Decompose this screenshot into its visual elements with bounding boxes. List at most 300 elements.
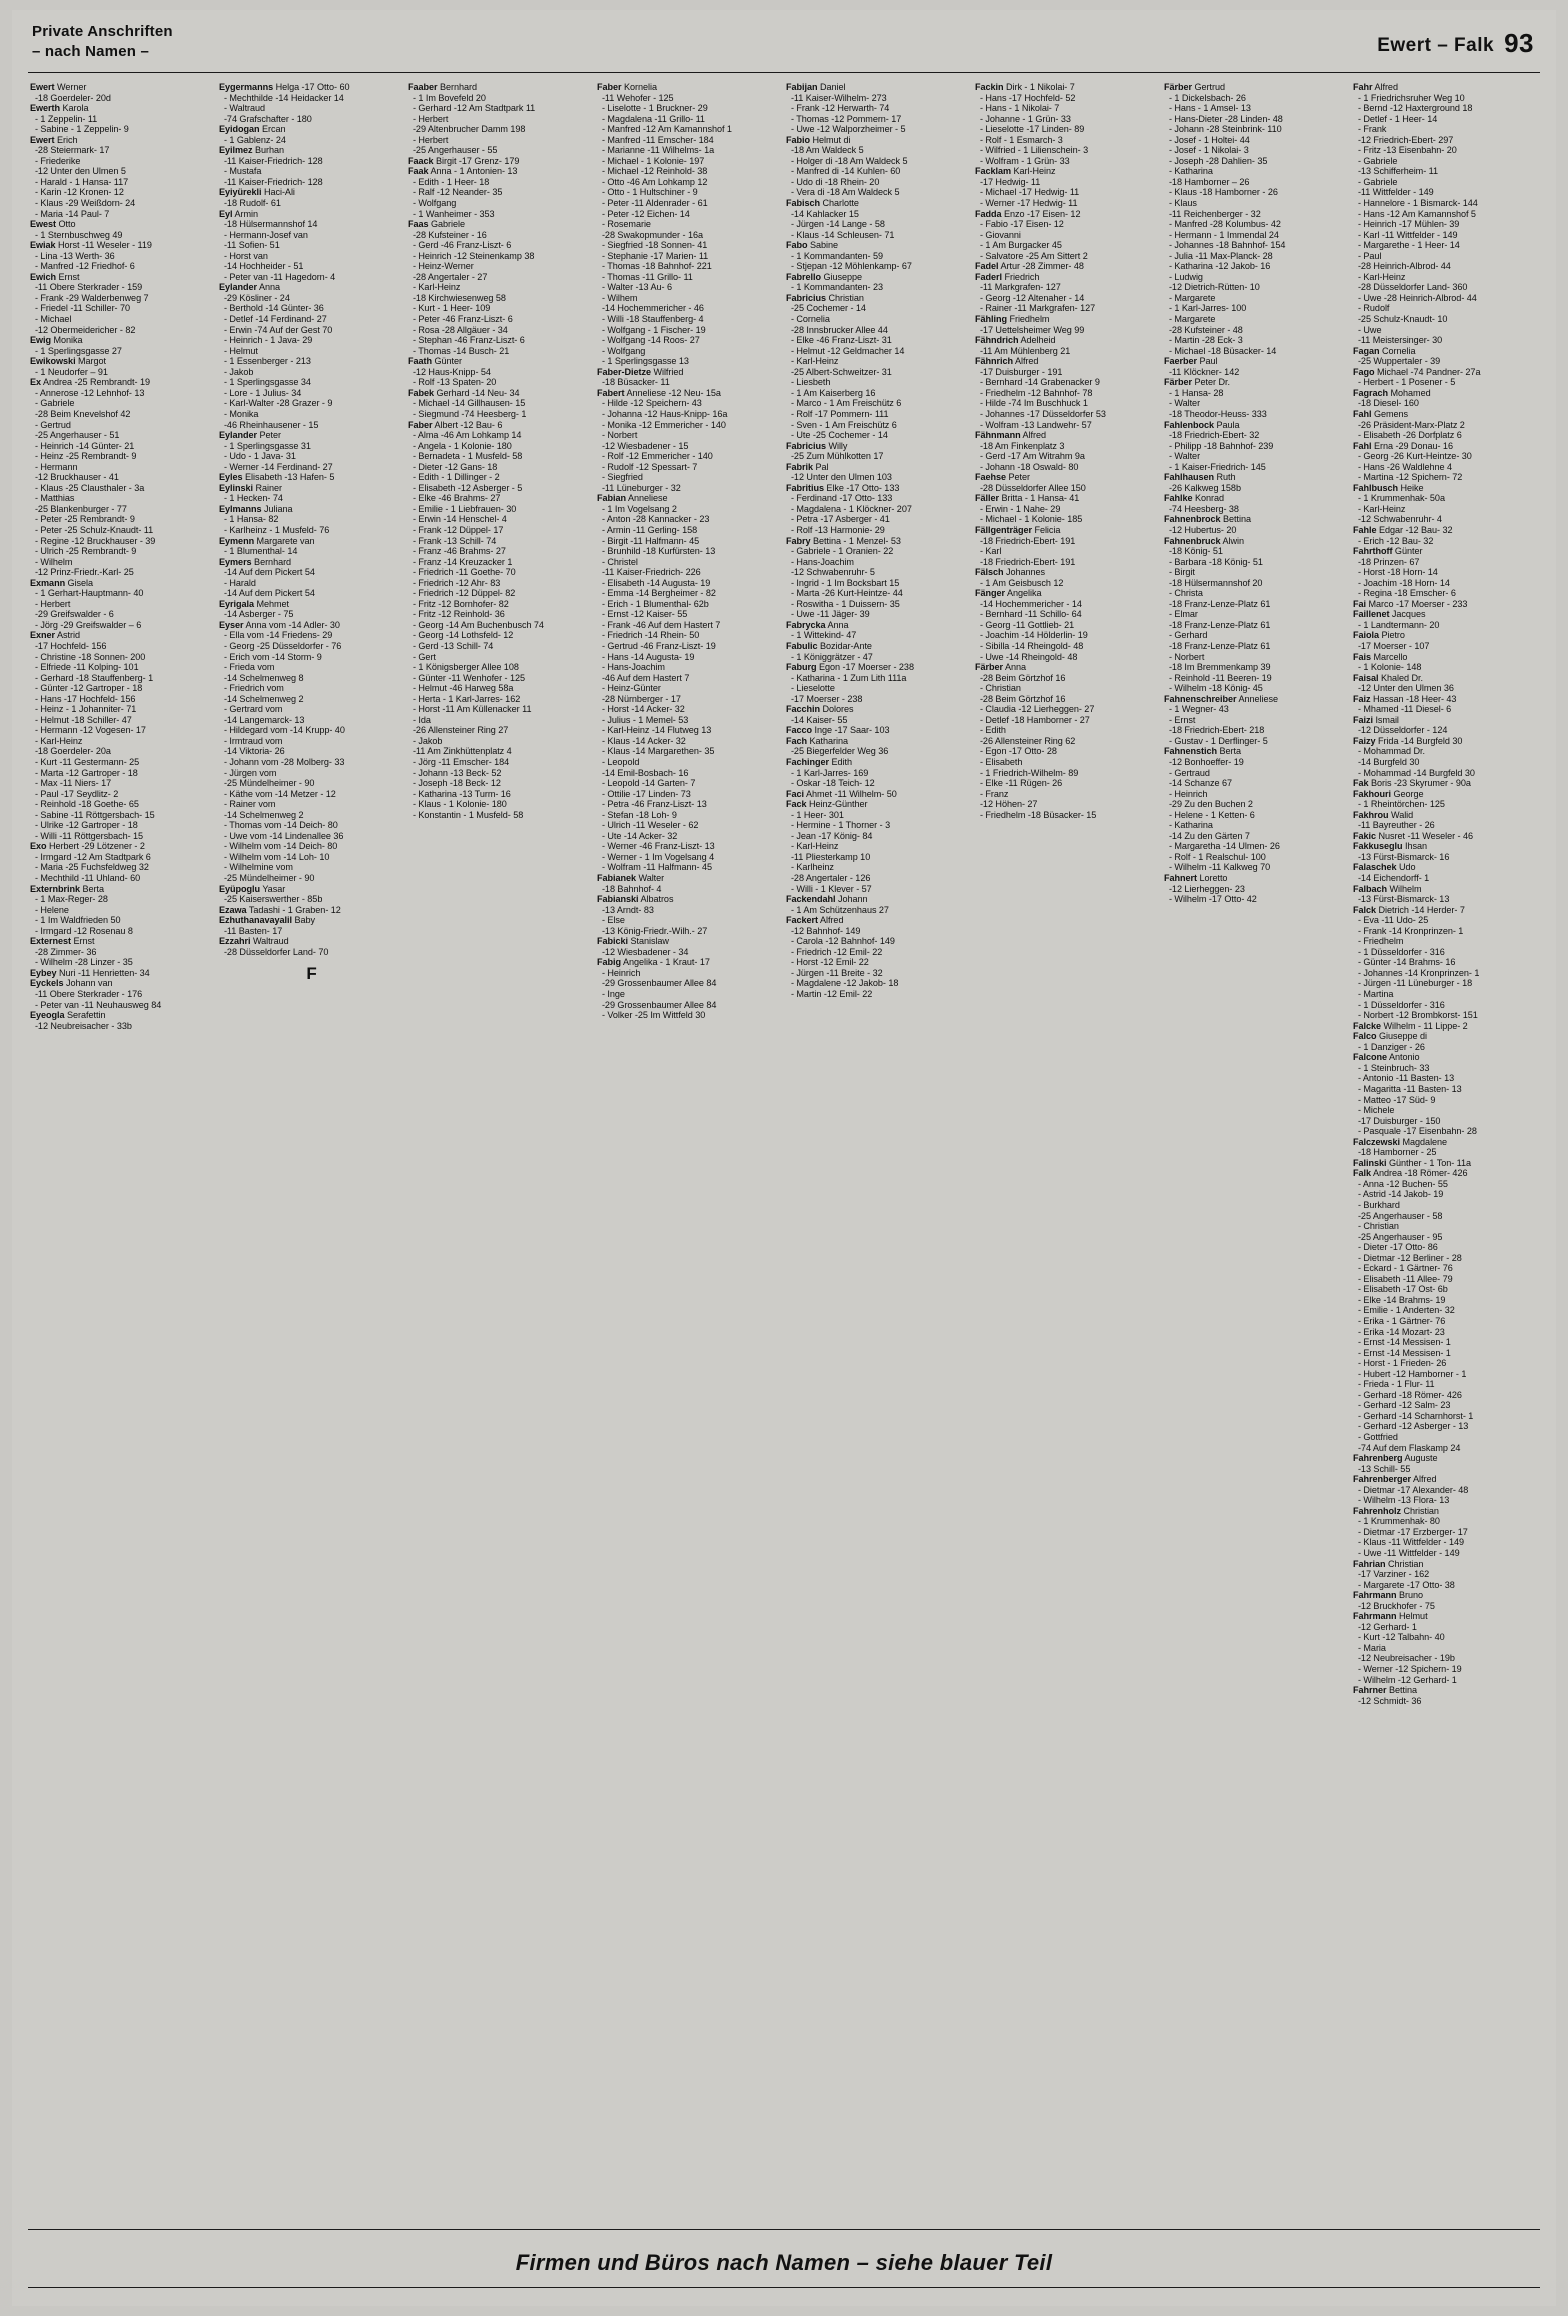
entry-line: -17 Uettelsheimer Weg 99 — [975, 324, 1085, 335]
entry-line: - Gerhard -14 Scharnhorst- 1 — [1353, 1410, 1474, 1421]
directory-entry — [219, 915, 404, 936]
entry-line: Fälsch Johannes — [975, 567, 1046, 578]
entry-surname: Fagan — [1353, 345, 1380, 356]
entry-surname: Fahl — [1353, 408, 1372, 419]
entry-line: - Helene — [30, 904, 69, 915]
entry-line: -14 Hochemmericher - 46 — [597, 303, 704, 314]
entry-line: - Regina -18 Emscher- 6 — [1353, 588, 1456, 599]
paper-sheet — [12, 10, 1556, 2306]
entry-surname: Facchin — [786, 704, 821, 715]
entry-line: - Wilhelm -18 König- 45 — [1164, 683, 1263, 694]
entry-line: Ezawa Tadashi - 1 Graben- 12 — [219, 904, 341, 915]
directory-entry — [786, 441, 971, 462]
entry-line: -74 Heesberg- 38 — [1164, 503, 1239, 514]
directory-entry — [1164, 82, 1349, 356]
entry-line: - 1 Kommandanten- 59 — [786, 250, 883, 261]
entry-line: - Bernd -12 Haxterground 18 — [1353, 103, 1473, 114]
entry-line: - Friederike — [30, 155, 81, 166]
entry-line: - 1 Essenberger - 213 — [219, 356, 311, 367]
entry-line: - 1 Wanheimer - 353 — [408, 208, 495, 219]
directory-entry — [1164, 420, 1349, 473]
entry-line: Fakkuseglu Ihsan — [1353, 841, 1428, 852]
entry-line: Falco Giuseppe di — [1353, 1031, 1427, 1042]
entry-line: Fäller Britta - 1 Hansa- 41 — [975, 493, 1080, 504]
directory-entry — [30, 578, 215, 631]
entry-line: - Gertrud -46 Franz-Liszt- 19 — [597, 640, 716, 651]
entry-line: -18 Rudolf- 61 — [219, 198, 281, 209]
directory-entry — [1353, 1052, 1538, 1136]
entry-line: -11 Meistersinger- 30 — [1353, 335, 1443, 346]
entry-surname: Färber — [1164, 377, 1193, 388]
directory-entry — [1353, 1474, 1538, 1506]
entry-line: - Karl-Heinz — [1353, 271, 1406, 282]
directory-entry — [1353, 82, 1538, 346]
entry-line: -28 Düsseldorfer Land- 360 — [1353, 282, 1468, 293]
entry-line: - Mechthilde -14 Heidacker 14 — [219, 92, 344, 103]
entry-line: -14 Zu den Gärten 7 — [1164, 830, 1250, 841]
entry-line: - Werner -12 Spichern- 19 — [1353, 1664, 1462, 1675]
entry-line: - Karl-Heinz — [1353, 503, 1406, 514]
entry-line: Falcone Antonio — [1353, 1052, 1420, 1063]
entry-line: -12 Bruckhauser - 41 — [30, 472, 119, 483]
entry-line: -28 Steiermark- 17 — [30, 145, 110, 156]
entry-surname: Fabijan — [786, 82, 818, 92]
entry-line: - Peter -12 Eichen- 14 — [597, 208, 690, 219]
directory-entry — [1353, 546, 1538, 599]
entry-surname: Eylander — [219, 282, 258, 293]
directory-entry — [1353, 388, 1538, 409]
entry-line: Faehse Peter — [975, 472, 1031, 483]
entry-line: -26 Präsident-Marx-Platz 2 — [1353, 419, 1465, 430]
entry-line: - Joseph -18 Beck- 12 — [408, 778, 501, 789]
entry-line: Eyilmez Burhan — [219, 145, 285, 156]
directory-entry — [1164, 873, 1349, 905]
directory-entry — [1353, 1168, 1538, 1453]
entry-line: -13 Arndt- 83 — [597, 904, 654, 915]
directory-entry — [786, 462, 971, 483]
entry-surname: Externest — [30, 936, 71, 947]
entry-line: - Georg -12 Altenaher - 14 — [975, 292, 1085, 303]
directory-entry — [1164, 746, 1349, 873]
entry-line: - Rainer vom — [219, 799, 276, 810]
entry-surname: Falk — [1353, 1168, 1371, 1179]
entry-line: -18 König- 51 — [1164, 546, 1223, 557]
entry-line: Eyles Elisabeth -13 Hafen- 5 — [219, 472, 335, 483]
entry-line: - Monika -12 Emmericher - 140 — [597, 419, 726, 430]
entry-line: - Michael -18 Büsacker- 14 — [1164, 345, 1277, 356]
entry-line: - Werner - 1 Im Vogelsang 4 — [597, 851, 715, 862]
entry-line: - Liesbeth — [786, 377, 831, 388]
entry-line: - Bernhard -11 Schillo- 64 — [975, 609, 1082, 620]
entry-surname: Facco — [786, 725, 813, 736]
entry-line: - 1 Sperlingsgasse 31 — [219, 440, 311, 451]
entry-line: - Martin -12 Emil- 22 — [786, 989, 873, 1000]
entry-line: - Gustav - 1 Derflinger- 5 — [1164, 735, 1268, 746]
entry-line: - Fritz -12 Bornhofer- 82 — [408, 598, 509, 609]
entry-line: - Wolfram - 1 Grün- 33 — [975, 155, 1070, 166]
entry-line: Eyidogan Ercan — [219, 124, 286, 135]
entry-surname: Fahnenbruck — [1164, 535, 1221, 546]
entry-line: -14 Kaiser- 55 — [786, 714, 848, 725]
directory-entry — [597, 493, 782, 873]
entry-line: - Gottfried — [1353, 1432, 1398, 1442]
entry-line: - Friedhelm -18 Büsacker- 15 — [975, 809, 1097, 820]
entry-line: Ewert Erich — [30, 134, 78, 145]
entry-line: Eylmanns Juliana — [219, 503, 293, 514]
entry-line: -18 Bahnhof- 4 — [597, 883, 662, 894]
entry-line: - Thomas -12 Pommern- 17 — [786, 113, 902, 124]
entry-line: Faiz Hassan -18 Heer- 43 — [1353, 693, 1457, 704]
page-number: 93 — [1504, 28, 1534, 58]
entry-line: - Gerhard -18 Römer- 426 — [1353, 1389, 1462, 1400]
entry-line: - Willi -18 Stauffenberg- 4 — [597, 314, 704, 325]
entry-line: -18 Goerdeler- 20a — [30, 746, 111, 757]
entry-line: - Peter van -11 Hagedorn- 4 — [219, 271, 336, 282]
entry-line: - Emilie - 1 Anderten- 32 — [1353, 1305, 1455, 1316]
entry-line: - Alma -46 Am Lohkamp 14 — [408, 430, 522, 441]
entry-line: - Hans-Joachim — [597, 662, 665, 673]
entry-line: - Gertrud — [30, 419, 71, 430]
entry-line: - Michael — [30, 314, 72, 325]
directory-entry — [219, 145, 404, 187]
entry-line: - Leopold -14 Garten- 7 — [597, 778, 696, 789]
entry-line: -17 Duisburger - 150 — [1353, 1115, 1441, 1126]
entry-line: -14 Schelmenweg 8 — [219, 672, 304, 683]
directory-entry — [30, 135, 215, 219]
entry-line: -12 Unter den Ulmen 36 — [1353, 683, 1454, 694]
entry-line: Fago Michael -74 Pandner- 27a — [1353, 366, 1481, 377]
directory-entry — [219, 536, 404, 557]
entry-line: - Wilhelm -11 Kalkweg 70 — [1164, 862, 1271, 873]
entry-line: - Margarete — [1164, 314, 1216, 325]
entry-line: -18 Diesel- 160 — [1353, 398, 1419, 409]
entry-line: - Horst van — [219, 250, 268, 261]
directory-title-line1: Private Anschriften — [32, 23, 173, 40]
entry-line: - Dieter -17 Otto- 86 — [1353, 1242, 1438, 1253]
entry-line: - Giovanni — [975, 229, 1021, 240]
entry-line: Fahl Erna -29 Donau- 16 — [1353, 440, 1453, 451]
entry-surname: Färber — [1164, 82, 1193, 92]
entry-line: - 1 Hansa- 28 — [1164, 387, 1224, 398]
entry-line: - Friedrich -11 Goethe- 70 — [408, 567, 516, 578]
entry-line: Fabricius Christian — [786, 292, 864, 303]
entry-surname: Fälsch — [975, 567, 1004, 578]
entry-line: - Elke -46 Franz-Liszt- 31 — [786, 335, 892, 346]
entry-line: -12 Neubreisacher - 19b — [1353, 1653, 1455, 1664]
directory-entry — [1353, 841, 1538, 862]
entry-line: -28 Düsseldorfer Allee 150 — [975, 482, 1086, 493]
directory-entry — [219, 483, 404, 504]
entry-line: - Mohammad Dr. — [1353, 746, 1425, 757]
entry-line: - Irmtraud vom — [219, 735, 283, 746]
entry-line: Fällgenträger Felicia — [975, 524, 1061, 535]
entry-line: - Detlef -18 Hamborner - 27 — [975, 714, 1090, 725]
entry-line: - Jürgen -11 Lüneburger - 18 — [1353, 978, 1473, 989]
entry-line: - Klaus -25 Clausthaler - 3a — [30, 482, 145, 493]
entry-line: - Elfriede -11 Kolping- 101 — [30, 662, 139, 673]
entry-line: - Hermann - 1 Immendal 24 — [1164, 229, 1279, 240]
entry-line: Färber Peter Dr. — [1164, 377, 1230, 388]
entry-line: -18 Am Finkenplatz 3 — [975, 440, 1065, 451]
entry-surname: Fahnenstich — [1164, 746, 1218, 757]
entry-line: - Uwe — [1353, 324, 1382, 335]
entry-line: - Peter -46 Franz-Liszt- 6 — [408, 314, 513, 325]
entry-line: - Walter — [1164, 451, 1201, 462]
entry-line: - Udo - 1 Java- 31 — [219, 451, 296, 462]
entry-line: -14 Burgfeld 30 — [1353, 757, 1420, 767]
entry-line: -18 Friedrich-Ebert- 191 — [975, 535, 1076, 546]
entry-line: - 1 Dickelsbach- 26 — [1164, 92, 1246, 103]
entry-line: Fahlhausen Ruth — [1164, 472, 1236, 483]
entry-line: -11 Kaiser-Friedrich- 128 — [219, 176, 323, 187]
directory-entry — [1353, 609, 1538, 630]
entry-surname: Faerber — [1164, 356, 1198, 367]
entry-line: -11 Obere Sterkrader - 176 — [30, 989, 143, 1000]
entry-line: - Sven - 1 Am Freischütz 6 — [786, 419, 897, 430]
entry-surname: Fagrach — [1353, 387, 1389, 398]
entry-line: - Stjepan -12 Möhlenkamp- 67 — [786, 261, 912, 272]
entry-line: Fabig Angelika - 1 Kraut- 17 — [597, 957, 710, 968]
entry-surname: Faiola — [1353, 630, 1379, 641]
entry-line: - Antonio -11 Basten- 13 — [1353, 1073, 1455, 1084]
entry-surname: Fabio — [786, 134, 810, 145]
directory-entry — [30, 335, 215, 356]
entry-line: - Erich -12 Bau- 32 — [1353, 535, 1434, 546]
directory-entry — [1353, 441, 1538, 483]
entry-line: Fak Boris -23 Skyrumer - 90a — [1353, 778, 1471, 789]
directory-entry — [786, 915, 971, 999]
entry-line: - 1 Kaiser-Friedrich- 145 — [1164, 461, 1266, 472]
entry-line: -17 Varziner - 162 — [1353, 1569, 1430, 1580]
entry-line: - Dieter -12 Gans- 18 — [408, 461, 498, 472]
entry-line: Ewerth Karola — [30, 103, 89, 114]
entry-line: - Barbara -18 König- 51 — [1164, 556, 1263, 567]
entry-line: -18 Am Waldeck 5 — [786, 145, 864, 156]
entry-line: - Marta -12 Gartroper - 18 — [30, 767, 138, 778]
entry-surname: Faber — [408, 419, 433, 430]
entry-line: -25 Mündelheimer - 90 — [219, 873, 315, 884]
entry-line: Faburg Egon -17 Moerser - 238 — [786, 662, 914, 673]
entry-line: - Hermann — [30, 461, 78, 472]
entry-line: - Dietmar -17 Erzberger- 17 — [1353, 1526, 1468, 1537]
entry-line: - 1 Heer- 301 — [786, 809, 844, 820]
entry-surname: Eylmanns — [219, 503, 262, 514]
entry-surname: Fais — [1353, 651, 1371, 662]
column-3 — [408, 82, 597, 2210]
entry-line: Fachinger Edith — [786, 757, 852, 767]
entry-line: - Hermann-Josef van — [219, 229, 308, 240]
directory-entry — [408, 219, 593, 356]
entry-line: Fabritius Elke -17 Otto- 133 — [786, 482, 900, 493]
entry-line: -11 Basten- 17 — [219, 925, 283, 936]
entry-line: - Johannes -18 Bahnhof- 154 — [1164, 240, 1286, 251]
entry-line: - Wolfram -13 Landwehr- 57 — [975, 419, 1092, 430]
entry-line: -12 Höhen- 27 — [975, 799, 1038, 810]
entry-line: - Rolf - 1 Realschul- 100 — [1164, 851, 1266, 862]
entry-line: - Elisabeth -11 Allee- 79 — [1353, 1273, 1453, 1284]
entry-line: Falaschek Udo — [1353, 862, 1416, 873]
entry-line: -12 Obermeidericher - 82 — [30, 324, 136, 335]
entry-line: -28 Zimmer- 36 — [30, 946, 97, 957]
entry-line: - Frank -13 Schill- 74 — [408, 535, 497, 546]
entry-line: Faizy Frida -14 Burgfeld 30 — [1353, 735, 1463, 746]
entry-line: Falck Dietrich -14 Herder- 7 — [1353, 904, 1465, 915]
entry-line: - Emma -14 Bergheimer - 82 — [597, 588, 716, 599]
entry-line: -28 Düsseldorfer Land- 70 — [219, 946, 329, 957]
entry-surname: Falczewski — [1353, 1136, 1401, 1147]
entry-line: - Joachim -18 Horn- 14 — [1353, 577, 1450, 588]
entry-line: Fabo Sabine — [786, 240, 839, 251]
directory-entry — [219, 472, 404, 483]
entry-line: Ewich Ernst — [30, 271, 80, 282]
entry-line: - Hilde -12 Speichern- 43 — [597, 398, 702, 409]
entry-line: -18 Friedrich-Ebert- 32 — [1164, 430, 1260, 441]
entry-surname: Eyckels — [30, 978, 64, 989]
entry-line: - Hermann -12 Vogesen- 17 — [30, 725, 146, 736]
entry-line: -12 Neubreisacher - 33b — [30, 1020, 132, 1031]
entry-line: Ewest Otto — [30, 219, 76, 230]
entry-line: - Karin -12 Kronen- 12 — [30, 187, 124, 198]
entry-line: - Carola -12 Bahnhof- 149 — [786, 936, 895, 947]
directory-entry — [975, 493, 1160, 525]
entry-surname: Fabricius — [786, 440, 826, 451]
directory-entry — [1164, 694, 1349, 747]
entry-line: -29 Altenbrucher Damm 198 — [408, 124, 526, 135]
directory-entry — [1353, 346, 1538, 367]
entry-line: - Heinz-Günter — [597, 683, 661, 694]
entry-line: - Oskar -18 Teich- 12 — [786, 778, 875, 789]
entry-line: - Katharina -13 Turm- 16 — [408, 788, 511, 799]
directory-entry — [1353, 1453, 1538, 1474]
entry-line: - Günter -12 Gartroper - 18 — [30, 683, 143, 694]
entry-line: - Klaus -14 Margarethen- 35 — [597, 746, 715, 757]
entry-line: Eymers Bernhard — [219, 556, 292, 567]
entry-surname: Ewiak — [30, 240, 56, 251]
entry-line: -29 Greifswalder - 6 — [30, 609, 114, 620]
entry-surname: Fähndrich — [975, 335, 1019, 346]
entry-line: - 1 Kommandanten- 23 — [786, 282, 883, 293]
entry-line: - Gerhard -12 Am Stadtpark 11 — [408, 103, 536, 114]
entry-line: - Jürgen -11 Breite - 32 — [786, 967, 883, 978]
directory-entry — [786, 789, 971, 800]
entry-line: -11 Kaiser-Friedrich- 226 — [597, 567, 701, 578]
directory-entry — [1353, 652, 1538, 673]
entry-line: -13 König-Friedr.-Wilh.- 27 — [597, 925, 708, 936]
directory-entry — [408, 420, 593, 821]
entry-line: - 1 Im Vogelsang 2 — [597, 503, 677, 514]
entry-line: - Klaus -29 Weißdorn- 24 — [30, 198, 136, 209]
entry-surname: Fackin — [975, 82, 1004, 92]
entry-line: -18 Franz-Lenze-Platz 61 — [1164, 640, 1271, 651]
entry-line: Fahrthoff Günter — [1353, 546, 1423, 557]
entry-line: -26 Allensteiner Ring 27 — [408, 725, 509, 736]
entry-line: - Magdalene -12 Jakob- 18 — [786, 978, 899, 989]
directory-entry — [219, 82, 404, 124]
directory-entry — [30, 377, 215, 577]
entry-line: - Hans - 1 Nikolai- 7 — [975, 103, 1060, 114]
entry-line: Exner Astrid — [30, 630, 80, 641]
entry-line: - Friedel -11 Schiller- 70 — [30, 303, 131, 314]
entry-line: - Katharina — [1164, 820, 1213, 831]
entry-line: - Rolf -17 Pommern- 111 — [786, 408, 889, 419]
entry-surname: Ewest — [30, 219, 57, 230]
entry-line: Eyrigala Mehmet — [219, 598, 290, 609]
entry-line: -12 Friedrich-Ebert- 297 — [1353, 134, 1454, 145]
entry-surname: Eyilmez — [219, 145, 253, 156]
entry-line: - Erwin -14 Henschel- 4 — [408, 514, 507, 525]
entry-line: - Pasquale -17 Eisenbahn- 28 — [1353, 1126, 1477, 1137]
entry-surname: Ex — [30, 377, 42, 388]
column-5 — [786, 82, 975, 2210]
directory-entry — [30, 936, 215, 968]
entry-line: - Irmgard -12 Rosenau 8 — [30, 925, 133, 936]
entry-line: - Philipp -18 Bahnhof- 239 — [1164, 440, 1274, 451]
column-6 — [975, 82, 1164, 2210]
entry-surname: Fabricius — [786, 292, 826, 303]
entry-line: - Liselotte - 1 Bruckner- 29 — [597, 103, 708, 114]
entry-line: - 1 Kolonie- 148 — [1353, 662, 1422, 673]
entry-line: -18 Friedrich-Ebert- 218 — [1164, 725, 1265, 736]
entry-line: - Rolf -12 Emmericher - 140 — [597, 451, 713, 462]
entry-line: - Kurt -11 Gestermann- 25 — [30, 757, 140, 767]
entry-line: - Günter -14 Brahms- 16 — [1353, 957, 1456, 968]
entry-line: -18 Goerdeler- 20d — [30, 92, 111, 103]
entry-line: - 1 Am Geisbusch 12 — [975, 577, 1064, 588]
entry-line: - Vera di -18 Am Waldeck 5 — [786, 187, 900, 198]
entry-line: - Heinrich - 1 Java- 29 — [219, 335, 313, 346]
entry-line: - Heinz-Werner — [408, 261, 474, 272]
entry-surname: Eyrigala — [219, 598, 254, 609]
entry-line: - 1 Rheintörchen- 125 — [1353, 799, 1445, 810]
entry-line: - Erika - 1 Gärtner- 76 — [1353, 1315, 1446, 1326]
entry-line: - Klaus -14 Schleusen- 71 — [786, 229, 895, 240]
entry-surname: Falinski — [1353, 1157, 1387, 1168]
directory-entry — [975, 472, 1160, 493]
directory-entry — [1353, 1611, 1538, 1685]
entry-line: - Joseph -28 Dahlien- 35 — [1164, 155, 1268, 166]
entry-line: -11 Reichenberger - 32 — [1164, 208, 1261, 219]
entry-line: - Julius - 1 Memel- 53 — [597, 714, 689, 725]
entry-line: - Roswitha - 1 Duissern- 35 — [786, 598, 900, 609]
entry-line: - Detlef - 1 Heer- 14 — [1353, 113, 1438, 124]
entry-line: Fabianek Walter — [597, 873, 665, 884]
entry-line: - Fabio -17 Eisen- 12 — [975, 219, 1064, 230]
directory-columns — [30, 82, 1542, 2210]
entry-surname: Ewerth — [30, 103, 61, 114]
directory-entry — [30, 103, 215, 135]
entry-line: Fack Heinz-Günther — [786, 799, 868, 810]
entry-surname: Faburg — [786, 662, 817, 673]
entry-surname: Fällgenträger — [975, 524, 1032, 535]
entry-line: - Karl -11 Wittfelder - 149 — [1353, 229, 1458, 240]
entry-line: - Edith - 1 Heer- 18 — [408, 176, 490, 187]
entry-line: - 1 Am Kaiserberg 16 — [786, 387, 876, 398]
entry-line: - Hannelore - 1 Bismarck- 144 — [1353, 198, 1478, 209]
entry-line: - Gabriele — [30, 398, 75, 409]
entry-line: - Gerhard — [1164, 630, 1208, 641]
directory-entry — [786, 641, 971, 662]
entry-line: - Margaretha -14 Ulmen- 26 — [1164, 841, 1280, 852]
entry-line: - Martin -28 Eck- 3 — [1164, 335, 1243, 346]
entry-line: - 1 Zeppelin- 11 — [30, 113, 98, 124]
entry-line: -29 Zu den Buchen 2 — [1164, 799, 1253, 810]
entry-line: - Jürgen -14 Lange - 58 — [786, 219, 885, 230]
directory-entry — [219, 936, 404, 957]
entry-line: - Karl-Heinz -14 Flutweg 13 — [597, 725, 712, 736]
entry-line: - Gerd -46 Franz-Liszt- 6 — [408, 240, 512, 251]
entry-line: -18 Hülsermannshof 14 — [219, 219, 318, 230]
entry-line: Fähnrich Alfred — [975, 356, 1039, 367]
